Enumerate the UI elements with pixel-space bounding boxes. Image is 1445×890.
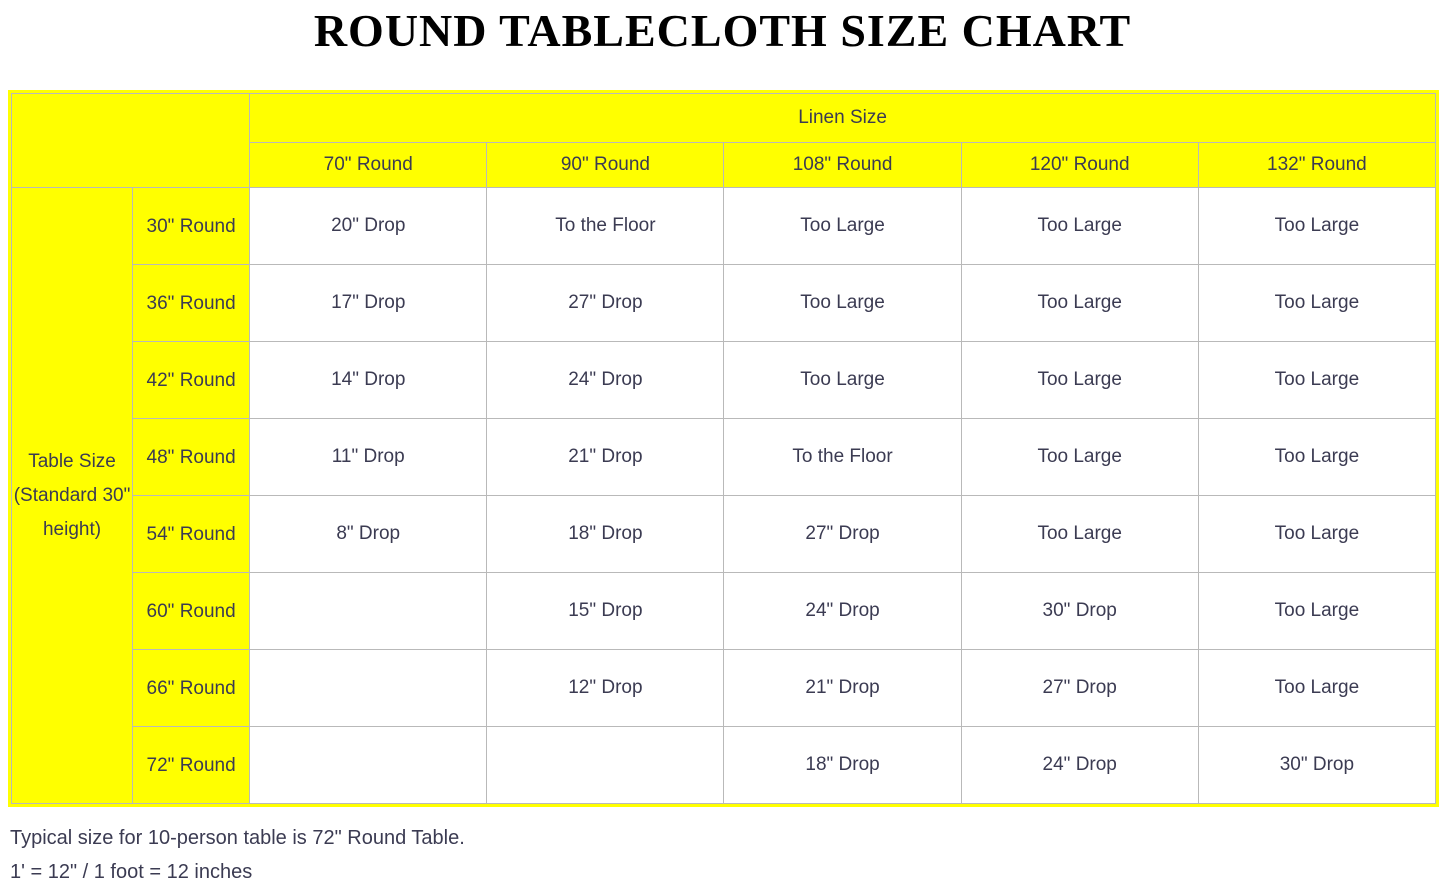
cell-r4-c3: Too Large <box>961 496 1198 573</box>
cell-r6-c0 <box>250 650 487 727</box>
table-header-group-row <box>12 94 1436 143</box>
cell-r5-c4: Too Large <box>1198 573 1435 650</box>
row-header-2: 42" Round <box>133 342 250 419</box>
row-header-1: 36" Round <box>133 265 250 342</box>
cell-r3-c2: To the Floor <box>724 419 961 496</box>
cell-r0-c2: Too Large <box>724 188 961 265</box>
cell-r6-c4: Too Large <box>1198 650 1435 727</box>
table-row <box>12 188 1436 265</box>
cell-r1-c1: 27" Drop <box>487 265 724 342</box>
cell-r0-c1: To the Floor <box>487 188 724 265</box>
cell-r6-c2: 21" Drop <box>724 650 961 727</box>
table-row <box>12 573 1436 650</box>
cell-r5-c0 <box>250 573 487 650</box>
column-header-3: 120" Round <box>961 143 1198 188</box>
cell-r5-c1: 15" Drop <box>487 573 724 650</box>
row-header-3: 48" Round <box>133 419 250 496</box>
table-row <box>12 419 1436 496</box>
page-title: ROUND TABLECLOTH SIZE CHART <box>313 5 1132 56</box>
column-header-1: 90" Round <box>487 143 724 188</box>
column-header-0: 70" Round <box>250 143 487 188</box>
cell-r1-c2: Too Large <box>724 265 961 342</box>
cell-r6-c3: 27" Drop <box>961 650 1198 727</box>
cell-r2-c0: 14" Drop <box>250 342 487 419</box>
row-header-7: 72" Round <box>133 727 250 804</box>
row-header-4: 54" Round <box>133 496 250 573</box>
cell-r3-c0: 11" Drop <box>250 419 487 496</box>
column-header-4: 132" Round <box>1198 143 1435 188</box>
size-chart-container <box>8 90 1439 807</box>
cell-r0-c4: Too Large <box>1198 188 1435 265</box>
cell-r2-c1: 24" Drop <box>487 342 724 419</box>
cell-r4-c2: 27" Drop <box>724 496 961 573</box>
row-header-6: 66" Round <box>133 650 250 727</box>
cell-r6-c1: 12" Drop <box>487 650 724 727</box>
round-tablecloth-size-table <box>11 93 1436 804</box>
cell-r7-c3: 24" Drop <box>961 727 1198 804</box>
cell-r0-c3: Too Large <box>961 188 1198 265</box>
cell-r2-c2: Too Large <box>724 342 961 419</box>
table-row <box>12 265 1436 342</box>
cell-r7-c1 <box>487 727 724 804</box>
cell-r7-c0 <box>250 727 487 804</box>
table-row <box>12 650 1436 727</box>
cell-r1-c4: Too Large <box>1198 265 1435 342</box>
table-row <box>12 342 1436 419</box>
table-row <box>12 727 1436 804</box>
footnote-2: 1' = 12" / 1 foot = 12 inches <box>10 861 253 883</box>
corner-blank <box>12 94 250 188</box>
footnote-1: Typical size for 10-person table is 72" Round Table. <box>10 827 465 849</box>
cell-r3-c1: 21" Drop <box>487 419 724 496</box>
cell-r5-c2: 24" Drop <box>724 573 961 650</box>
cell-r0-c0: 20" Drop <box>250 188 487 265</box>
cell-r3-c3: Too Large <box>961 419 1198 496</box>
row-header-0: 30" Round <box>133 188 250 265</box>
linen-size-group-header: Linen Size <box>250 94 1436 143</box>
footnotes <box>10 821 1445 889</box>
table-row <box>12 496 1436 573</box>
cell-r1-c0: 17" Drop <box>250 265 487 342</box>
cell-r3-c4: Too Large <box>1198 419 1435 496</box>
cell-r7-c2: 18" Drop <box>724 727 961 804</box>
cell-r2-c4: Too Large <box>1198 342 1435 419</box>
cell-r7-c4: 30" Drop <box>1198 727 1435 804</box>
cell-r4-c1: 18" Drop <box>487 496 724 573</box>
column-header-2: 108" Round <box>724 143 961 188</box>
cell-r5-c3: 30" Drop <box>961 573 1198 650</box>
table-size-side-label: Table Size (Standard 30" height) <box>12 188 133 804</box>
cell-r1-c3: Too Large <box>961 265 1198 342</box>
cell-r4-c0: 8" Drop <box>250 496 487 573</box>
cell-r4-c4: Too Large <box>1198 496 1435 573</box>
cell-r2-c3: Too Large <box>961 342 1198 419</box>
row-header-5: 60" Round <box>133 573 250 650</box>
